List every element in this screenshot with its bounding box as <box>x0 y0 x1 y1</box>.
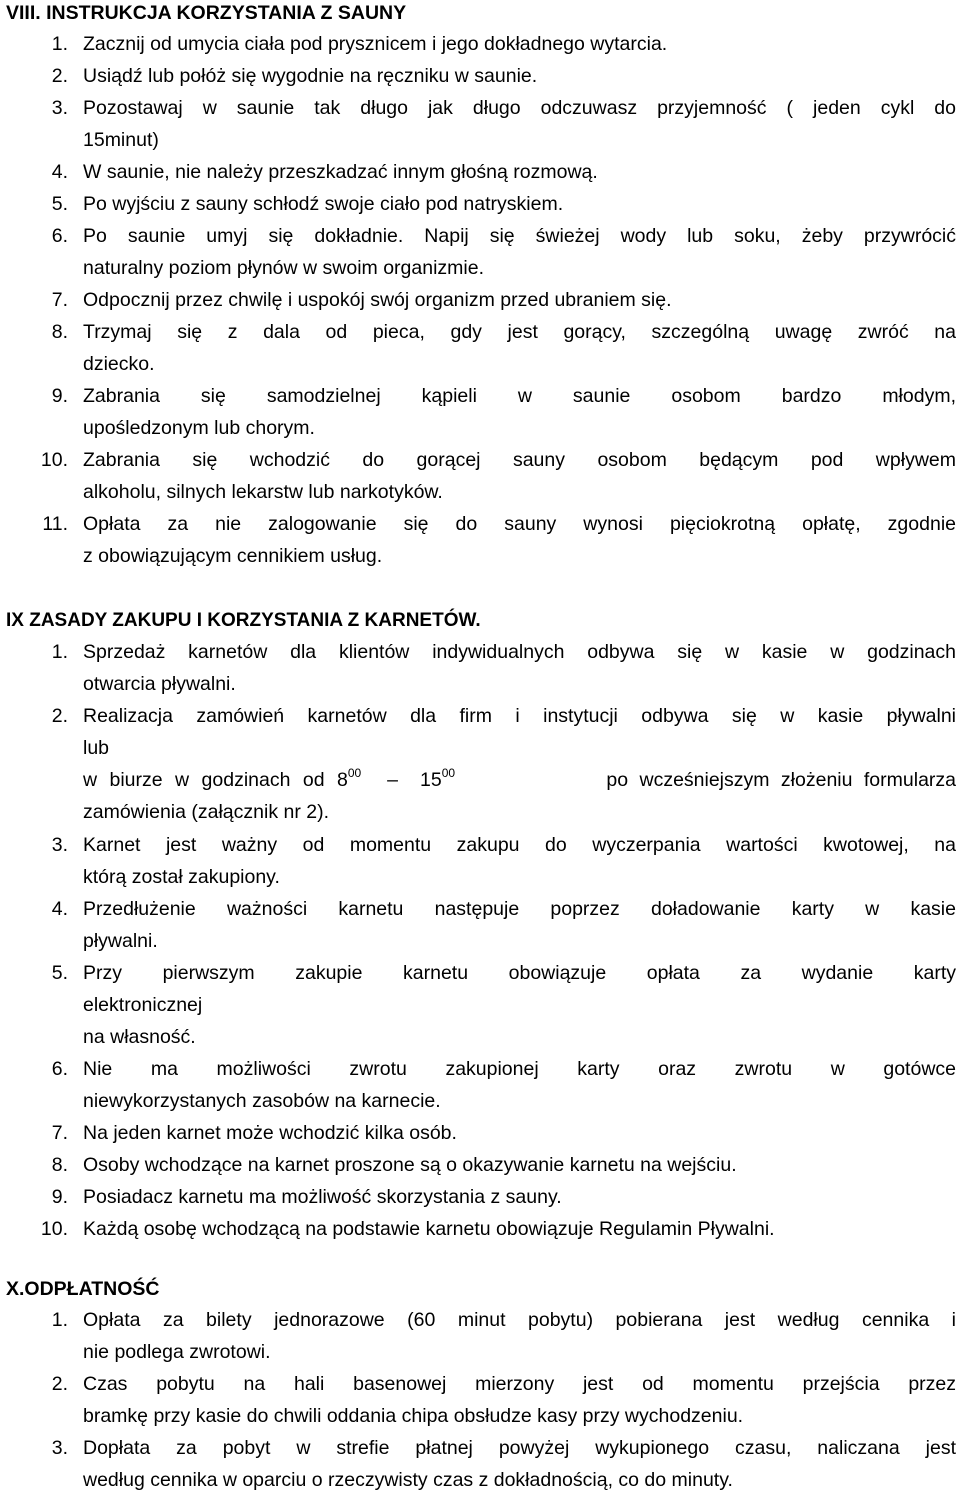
list-item-text: naturalny poziom płynów w swoim organizmie. <box>83 257 484 279</box>
list-item-text: Osoby wchodzące na karnet proszone są o okazywanie karnetu na wejściu. <box>83 1154 737 1176</box>
section-title: IX ZASADY ZAKUPU I KORZYSTANIA Z KARNETÓW. <box>6 610 481 631</box>
list-item-number: 9. <box>51 1186 68 1208</box>
hours-superscript: 00 <box>347 766 362 780</box>
section-title: VIII. INSTRUKCJA KORZYSTANIA Z SAUNY <box>6 2 407 24</box>
list-item-text: alkoholu, silnych lekarstw lub narkotyków. <box>83 481 443 503</box>
list-item-text: którą został zakupiony. <box>83 866 280 888</box>
list-item-text: nie podlega zwrotowi. <box>83 1341 271 1363</box>
list-item-number: 10. <box>40 1218 68 1240</box>
list-item-number: 3. <box>51 834 68 856</box>
list-item-text: z obowiązującym cennikiem usług. <box>83 545 383 567</box>
list-item-number: 5. <box>51 193 68 215</box>
list-item-number: 8. <box>51 1154 68 1176</box>
list-item-text: Zabrania się samodzielnej kąpieli w saunie osobom bardzo młodym, <box>83 385 956 407</box>
list-item-text: niewykorzystanych zasobów na karnecie. <box>83 1090 441 1112</box>
list-item-text: Zacznij od umycia ciała pod prysznicem i jego dokładnego wytarcia. <box>83 33 668 55</box>
list-item-text: Sprzedaż karnetów dla klientów indywidualnych odbywa się w kasie w godzinach <box>83 641 956 663</box>
list-item-text: Realizacja zamówień karnetów dla firm i instytucji odbywa się w kasie pływalni <box>83 705 956 727</box>
list-item-number: 8. <box>51 321 68 343</box>
list-item-number: 2. <box>51 65 68 87</box>
hours-line <box>83 767 956 795</box>
list-item-number: 1. <box>51 641 68 663</box>
list-item-text: według cennika w oparciu o rzeczywisty czas z dokładnością, co do minuty. <box>83 1469 733 1491</box>
list-item-text: elektronicznej <box>83 994 203 1016</box>
list-item-number: 11. <box>42 513 68 535</box>
section-title: X.ODPŁATNOŚĆ <box>6 1278 160 1300</box>
list-item-number: 1. <box>51 33 68 55</box>
hours-text-start: w biurze w godzinach od 8 <box>83 769 348 791</box>
list-item-text: na własność. <box>83 1026 196 1048</box>
list-item-text: Usiądź lub połóż się wygodnie na ręczniku w saunie. <box>83 65 538 87</box>
list-item-text: Nie ma możliwości zwrotu zakupionej karty oraz zwrotu w gotówce <box>83 1058 956 1080</box>
list-item-text: Dopłata za pobyt w strefie płatnej powyżej wykupionego czasu, naliczana jest <box>83 1437 956 1459</box>
list-item-text: Czas pobytu na hali basenowej mierzony jest od momentu przejścia przez <box>83 1373 956 1395</box>
list-item-number: 7. <box>51 1122 68 1144</box>
hours-text-rest: po wcześniejszym złożeniu formularza <box>606 769 956 791</box>
list-item-text: lub <box>83 737 110 759</box>
list-item-text: bramkę przy kasie do chwili oddania chipa obsłudze kasy przy wychodzeniu. <box>83 1405 744 1427</box>
list-item-text: Zabrania się wchodzić do gorącej sauny osobom będącym pod wpływem <box>83 449 956 471</box>
hours-superscript: 00 <box>441 766 456 780</box>
list-item-number: 5. <box>51 962 68 984</box>
list-item-text: Odpocznij przez chwilę i uspokój swój organizm przed ubraniem się. <box>83 289 672 311</box>
list-item-text: Pozostawaj w saunie tak długo jak długo odczuwasz przyjemność ( jeden cykl do <box>83 97 956 119</box>
list-item-text: upośledzonym lub chorym. <box>83 417 315 439</box>
list-item-text: Posiadacz karnetu ma możliwość skorzystania z sauny. <box>83 1186 562 1208</box>
list-item-text: Przedłużenie ważności karnetu następuje poprzez doładowanie karty w kasie <box>83 898 956 920</box>
list-item-number: 1. <box>51 1309 68 1331</box>
list-item-number: 4. <box>51 898 68 920</box>
list-item-text: Każdą osobę wchodzącą na podstawie karnetu obowiązuje Regulamin Pływalni. <box>83 1218 775 1240</box>
list-item-text: W saunie, nie należy przeszkadzać innym głośną rozmową. <box>83 161 598 183</box>
list-item-text: Opłata za bilety jednorazowe (60 minut pobytu) pobierana jest według cennika i <box>83 1309 956 1331</box>
list-item-number: 2. <box>51 705 68 727</box>
list-item-number: 2. <box>51 1373 68 1395</box>
list-item-text: 15minut) <box>83 129 159 151</box>
list-item-text: Karnet jest ważny od momentu zakupu do wyczerpania wartości kwotowej, na <box>83 834 956 856</box>
list-item-number: 6. <box>51 225 68 247</box>
list-item-text: pływalni. <box>83 930 158 952</box>
list-item-number: 3. <box>51 1437 68 1459</box>
list-item-number: 7. <box>51 289 68 311</box>
list-item-number: 3. <box>51 97 68 119</box>
list-item-text: Opłata za nie zalogowanie się do sauny wynosi pięciokrotną opłatę, zgodnie <box>83 513 956 535</box>
list-item-text: Na jeden karnet może wchodzić kilka osób. <box>83 1122 457 1144</box>
list-item-text: dziecko. <box>83 353 155 375</box>
list-item-text: otwarcia pływalni. <box>83 673 236 695</box>
list-item-text: Po wyjściu z sauny schłodź swoje ciało pod natryskiem. <box>83 193 564 215</box>
list-item-text: zamówienia (załącznik nr 2). <box>83 801 330 823</box>
list-item-number: 9. <box>51 385 68 407</box>
list-item-text: Po saunie umyj się dokładnie. Napij się świeżej wody lub soku, żeby przywrócić <box>83 225 956 247</box>
list-item-text: Przy pierwszym zakupie karnetu obowiązuje opłata za wydanie karty <box>83 962 956 984</box>
list-item-number: 10. <box>40 449 68 471</box>
list-item-number: 4. <box>51 161 68 183</box>
list-item-text: Trzymaj się z dala od pieca, gdy jest gorący, szczególną uwagę zwróć na <box>83 321 956 343</box>
list-item-number: 6. <box>51 1058 68 1080</box>
hours-dash: – <box>387 769 399 791</box>
hours-text-end: 15 <box>420 769 442 791</box>
